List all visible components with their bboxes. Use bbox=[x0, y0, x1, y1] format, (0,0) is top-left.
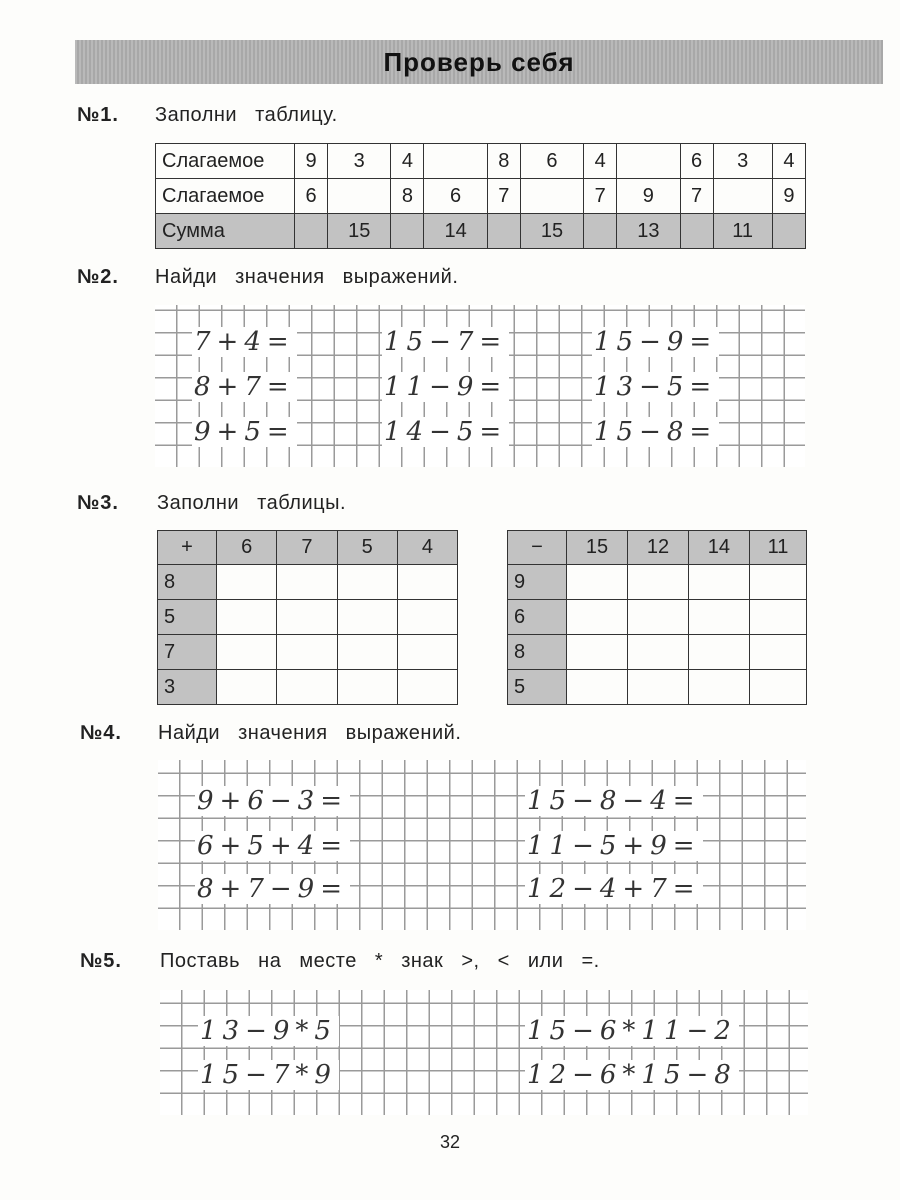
table-row bbox=[158, 600, 458, 635]
row-header-cell: 5 bbox=[158, 600, 217, 635]
answer-cell[interactable] bbox=[397, 670, 457, 705]
table-row bbox=[508, 531, 807, 565]
answer-cell[interactable] bbox=[217, 565, 277, 600]
answer-cell[interactable] bbox=[397, 600, 457, 635]
row-header-cell: 6 bbox=[508, 600, 567, 635]
answer-cell[interactable] bbox=[627, 635, 688, 670]
header-cell: 6 bbox=[217, 531, 277, 565]
task-4-text: Найди значения выражений. bbox=[158, 722, 462, 744]
answer-cell[interactable] bbox=[688, 600, 749, 635]
row-header-cell: 5 bbox=[508, 670, 567, 705]
answer-cell[interactable] bbox=[627, 565, 688, 600]
table-cell[interactable]: 7 bbox=[584, 179, 617, 214]
table-cell[interactable]: 4 bbox=[772, 144, 805, 179]
table-row bbox=[508, 635, 807, 670]
table-cell[interactable]: 6 bbox=[680, 144, 713, 179]
expression: 6+5+4= bbox=[197, 831, 348, 861]
row-label: Слагаемое bbox=[156, 144, 295, 179]
expression: 14−5= bbox=[384, 417, 508, 447]
table-cell[interactable]: 7 bbox=[680, 179, 713, 214]
subtraction-table bbox=[507, 530, 807, 705]
header-cell: 12 bbox=[627, 531, 688, 565]
task-3-number: №3. bbox=[77, 492, 119, 514]
addition-table bbox=[157, 530, 458, 705]
task-2-text: Найди значения выражений. bbox=[155, 266, 459, 288]
table-cell[interactable]: 8 bbox=[487, 144, 520, 179]
answer-cell[interactable] bbox=[688, 635, 749, 670]
table-cell[interactable]: 9 bbox=[617, 179, 680, 214]
task-4-number: №4. bbox=[80, 722, 122, 744]
table-cell[interactable]: 13 bbox=[617, 214, 680, 249]
answer-cell[interactable] bbox=[567, 565, 628, 600]
row-header-cell: 9 bbox=[508, 565, 567, 600]
answer-cell[interactable] bbox=[749, 670, 806, 705]
table-cell[interactable] bbox=[680, 214, 713, 249]
table-row bbox=[158, 531, 458, 565]
table-row bbox=[156, 144, 806, 179]
answer-cell[interactable] bbox=[277, 600, 337, 635]
row-label: Сумма bbox=[156, 214, 295, 249]
header-cell: 15 bbox=[567, 531, 628, 565]
section-header bbox=[75, 40, 883, 84]
table-row bbox=[508, 600, 807, 635]
task-5-number: №5. bbox=[80, 950, 122, 972]
table-cell[interactable]: 6 bbox=[520, 144, 583, 179]
table-cell[interactable]: 4 bbox=[391, 144, 424, 179]
table-cell[interactable] bbox=[617, 144, 680, 179]
table-cell[interactable]: 7 bbox=[487, 179, 520, 214]
table-cell[interactable]: 9 bbox=[772, 179, 805, 214]
table-cell[interactable]: 9 bbox=[295, 144, 328, 179]
expression: 13−5= bbox=[594, 372, 718, 402]
table-cell[interactable] bbox=[487, 214, 520, 249]
answer-cell[interactable] bbox=[397, 565, 457, 600]
answer-cell[interactable] bbox=[688, 565, 749, 600]
section-title: Проверь себя bbox=[383, 46, 575, 77]
answer-cell[interactable] bbox=[749, 600, 806, 635]
table-cell[interactable]: 15 bbox=[328, 214, 391, 249]
table-cell[interactable] bbox=[391, 214, 424, 249]
answer-cell[interactable] bbox=[567, 670, 628, 705]
answer-cell[interactable] bbox=[567, 635, 628, 670]
answer-cell[interactable] bbox=[277, 635, 337, 670]
header-cell: 14 bbox=[688, 531, 749, 565]
row-header-cell: 7 bbox=[158, 635, 217, 670]
table-row bbox=[508, 565, 807, 600]
answer-cell[interactable] bbox=[337, 600, 397, 635]
expression: 15−9= bbox=[594, 327, 718, 357]
task-1-table bbox=[155, 143, 806, 249]
row-header-cell: 3 bbox=[158, 670, 217, 705]
header-cell: 4 bbox=[397, 531, 457, 565]
answer-cell[interactable] bbox=[217, 670, 277, 705]
answer-cell[interactable] bbox=[337, 635, 397, 670]
table-cell[interactable]: 6 bbox=[424, 179, 487, 214]
row-label: Слагаемое bbox=[156, 179, 295, 214]
expression: 15−7*9 bbox=[200, 1060, 337, 1090]
header-cell: 7 bbox=[277, 531, 337, 565]
expression: 11−5+9= bbox=[527, 831, 701, 861]
answer-cell[interactable] bbox=[688, 670, 749, 705]
header-cell: 5 bbox=[337, 531, 397, 565]
task-1-text: Заполни таблицу. bbox=[155, 104, 338, 126]
answer-cell[interactable] bbox=[567, 600, 628, 635]
expression: 11−9= bbox=[384, 372, 508, 402]
table-cell[interactable] bbox=[328, 179, 391, 214]
answer-cell[interactable] bbox=[397, 635, 457, 670]
row-header-cell: 8 bbox=[158, 565, 217, 600]
table-cell[interactable]: 3 bbox=[328, 144, 391, 179]
expression: 13−9*5 bbox=[200, 1016, 337, 1046]
task-1-number: №1. bbox=[77, 104, 119, 126]
answer-cell[interactable] bbox=[337, 670, 397, 705]
answer-cell[interactable] bbox=[749, 565, 806, 600]
task-2-number: №2. bbox=[77, 266, 119, 288]
answer-cell[interactable] bbox=[627, 670, 688, 705]
table-cell[interactable] bbox=[295, 214, 328, 249]
page-number: 32 bbox=[439, 1132, 461, 1152]
table-cell[interactable] bbox=[520, 179, 583, 214]
expression: 12−6*15−8 bbox=[527, 1060, 737, 1090]
row-header-cell: 8 bbox=[508, 635, 567, 670]
table-cell[interactable] bbox=[424, 144, 487, 179]
answer-cell[interactable] bbox=[337, 565, 397, 600]
expression: 8+7= bbox=[194, 372, 295, 402]
table-cell[interactable]: 3 bbox=[713, 144, 772, 179]
table-cell[interactable] bbox=[772, 214, 805, 249]
expression: 15−8= bbox=[594, 417, 718, 447]
table-row bbox=[156, 214, 806, 249]
table-cell[interactable]: 4 bbox=[584, 144, 617, 179]
expression: 15−8−4= bbox=[527, 786, 701, 816]
operator-cell: + bbox=[158, 531, 217, 565]
table-row bbox=[156, 179, 806, 214]
table-cell[interactable]: 8 bbox=[391, 179, 424, 214]
table-cell[interactable] bbox=[713, 179, 772, 214]
expression: 9+5= bbox=[194, 417, 295, 447]
expression: 12−4+7= bbox=[527, 874, 701, 904]
table-cell[interactable]: 11 bbox=[713, 214, 772, 249]
expression: 8+7−9= bbox=[197, 874, 348, 904]
expression: 15−6*11−2 bbox=[527, 1016, 737, 1046]
table-cell[interactable]: 14 bbox=[424, 214, 487, 249]
answer-cell[interactable] bbox=[749, 635, 806, 670]
answer-cell[interactable] bbox=[277, 670, 337, 705]
table-row bbox=[508, 670, 807, 705]
table-row bbox=[158, 670, 458, 705]
answer-cell[interactable] bbox=[217, 635, 277, 670]
expression: 7+4= bbox=[194, 327, 295, 357]
task-5-grid bbox=[160, 990, 808, 1115]
task-3-text: Заполни таблицы. bbox=[157, 492, 347, 514]
table-cell[interactable]: 6 bbox=[295, 179, 328, 214]
expression: 15−7= bbox=[384, 327, 508, 357]
expression: 9+6−3= bbox=[197, 786, 348, 816]
task-5-text: Поставь на месте * знак >, < или =. bbox=[160, 950, 600, 972]
header-cell: 11 bbox=[749, 531, 806, 565]
answer-cell[interactable] bbox=[627, 600, 688, 635]
table-cell[interactable] bbox=[584, 214, 617, 249]
table-row bbox=[158, 565, 458, 600]
answer-cell[interactable] bbox=[217, 600, 277, 635]
operator-cell: − bbox=[508, 531, 567, 565]
table-row bbox=[158, 635, 458, 670]
table-cell[interactable]: 15 bbox=[520, 214, 583, 249]
answer-cell[interactable] bbox=[277, 565, 337, 600]
